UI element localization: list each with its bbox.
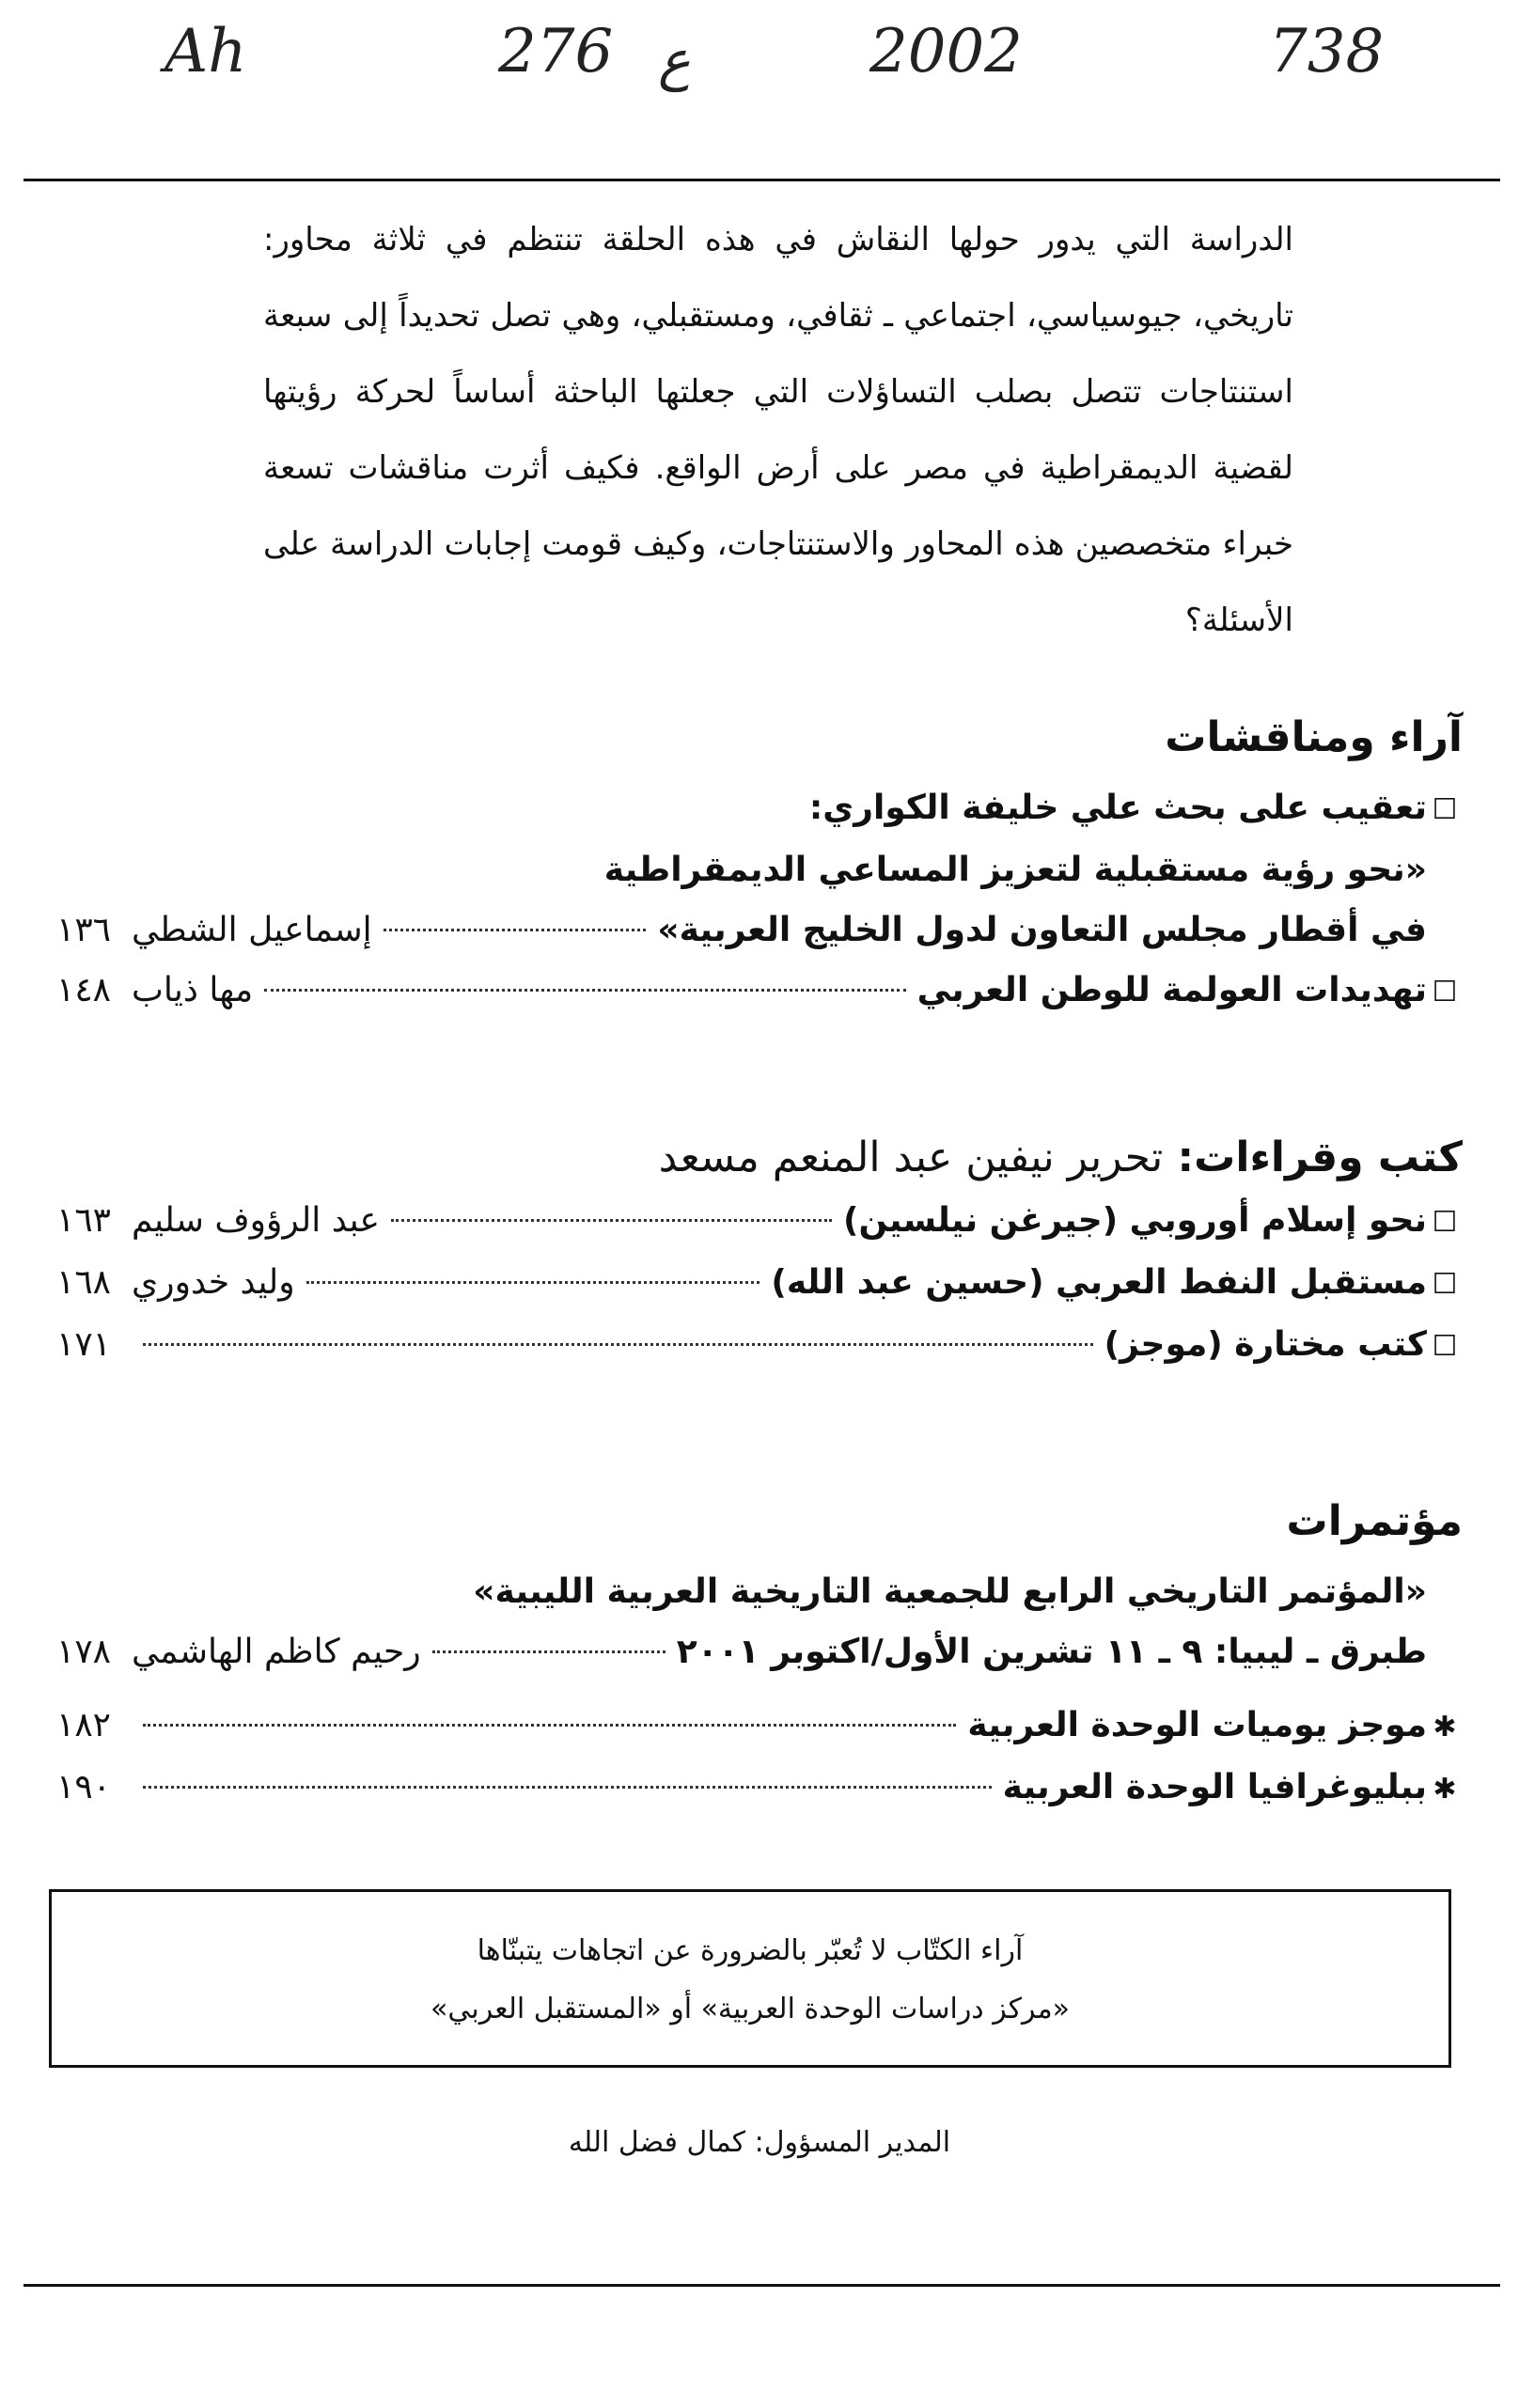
top-divider (23, 179, 1500, 181)
entry-title: في أقطار مجلس التعاون لدول الخليج العربية» (657, 911, 1427, 949)
checkbox-icon (1427, 780, 1463, 840)
entry-title: ببليوغرافيا الوحدة العربية (1002, 1768, 1427, 1806)
entry-page: ١٦٣ (56, 1201, 112, 1240)
checkbox-icon (1427, 1317, 1463, 1377)
checkbox-icon (1427, 1193, 1463, 1253)
checkbox-icon (1427, 962, 1463, 1023)
section-title-text: كتب وقراءات: (1177, 1134, 1463, 1181)
toc-entry (56, 1758, 1463, 1820)
leader-dots (264, 989, 905, 992)
entry-page: ١٩٠ (56, 1768, 112, 1806)
leader-dots (432, 1650, 666, 1653)
toc-entry (56, 1253, 1463, 1315)
entry-title: طبرق ـ ليبيا: ٩ ـ ١١ تشرين الأول/اكتوبر ٢٠٠١ (676, 1633, 1427, 1671)
entry-author: عبد الرؤوف سليم (132, 1201, 380, 1240)
toc-entry (56, 1696, 1463, 1758)
entry-page: ١٣٦ (56, 911, 112, 949)
leader-dots (143, 1786, 992, 1789)
entry-page: ١٤٨ (56, 971, 112, 1009)
entry-author: إسماعيل الشطي (132, 911, 372, 949)
section-title (56, 1134, 1463, 1181)
entry-title: كتب مختارة (موجز) (1104, 1325, 1427, 1364)
entry-title: مستقبل النفط العربي (حسين عبد الله) (771, 1263, 1427, 1302)
section-editor: تحرير نيفين عبد المنعم مسعد (658, 1134, 1164, 1181)
disclaimer-box (49, 1889, 1451, 2068)
handwritten-note: ع (658, 28, 691, 92)
toc-entry (56, 1191, 1463, 1253)
entry-title: «المؤتمر التاريخي الرابع للجمعية التاريخية العربية الليبية» (473, 1572, 1427, 1611)
entry-author: رحيم كاظم الهاشمي (132, 1633, 421, 1671)
entry-title: «نحو رؤية مستقبلية لتعزيز المساعي الديمقراطية (603, 851, 1427, 889)
toc-entry (56, 1562, 1463, 1682)
entry-title: موجز يوميات الوحدة العربية (967, 1706, 1427, 1744)
leader-dots (143, 1724, 956, 1727)
handwritten-note: Ah (164, 17, 247, 86)
table-of-contents (56, 202, 1463, 1820)
managing-editor: المدير المسؤول: كمال فضل الله (568, 2126, 951, 2159)
leader-dots (391, 1219, 832, 1222)
section-title: آراء ومناقشات (1165, 713, 1463, 761)
entry-page: ١٧١ (56, 1325, 112, 1364)
entry-page: ١٧٨ (56, 1633, 112, 1671)
entry-title: تعقيب على بحث علي خليفة الكواري: (808, 789, 1427, 827)
entry-title: تهديدات العولمة للوطن العربي (916, 971, 1427, 1009)
intro-paragraph: الدراسة التي يدور حولها النقاش في هذه الحلقة تنتظم في ثلاثة محاور: تاريخي، جيوسياسي، اجتماعي ـ ثقافي، ومستقبلي، وهي تصل تحديداً إلى سبعة استنتاجات تتصل بصلب التساؤلات التي جعلتها الباحثة أساساً لحركة رؤيتها لقضية الديمقراطية في مصر على أرض الواقع. فكيف أثرت مناقشات تسعة خبراء متخصصين هذه المحاور والاستنتاجات، وكيف قومت إجابات الدراسة على الأسئلة؟ (263, 221, 1293, 639)
disclaimer-line: آراء الكتّاب لا تُعبّر بالضرورة عن اتجاهات يتبنّاها (477, 1934, 1024, 1967)
asterisk-icon (1427, 1759, 1463, 1820)
checkbox-icon (1427, 1255, 1463, 1315)
entry-author: وليد خدوري (132, 1263, 295, 1302)
handwritten-note: 2002 (869, 17, 1023, 86)
entry-title: نحو إسلام أوروبي (جيرغن نيلسين) (843, 1201, 1427, 1240)
leader-dots (384, 929, 647, 931)
toc-entry (56, 961, 1463, 1023)
section-title: مؤتمرات (1286, 1497, 1463, 1545)
handwritten-note: 276 (498, 17, 614, 86)
toc-entry (56, 778, 1463, 961)
toc-entry (56, 1315, 1463, 1377)
disclaimer-line: «مركز دراسات الوحدة العربية» أو «المستقبل العربي» (430, 1993, 1071, 2025)
leader-dots (306, 1281, 760, 1284)
entry-page: ١٦٨ (56, 1263, 112, 1302)
bottom-divider (23, 2284, 1500, 2287)
handwritten-note: 738 (1269, 17, 1385, 86)
entry-author: مها ذياب (132, 971, 254, 1009)
asterisk-icon (1427, 1697, 1463, 1758)
leader-dots (143, 1343, 1093, 1346)
entry-page: ١٨٢ (56, 1706, 112, 1744)
